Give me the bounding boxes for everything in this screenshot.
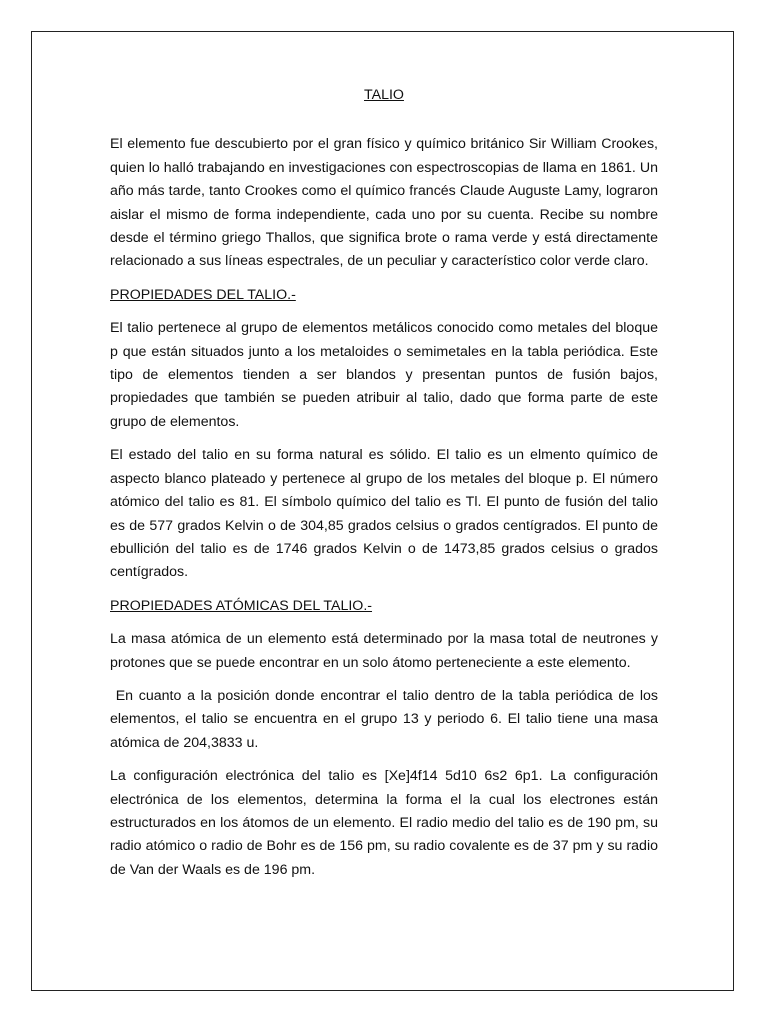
atomic-properties-heading: PROPIEDADES ATÓMICAS DEL TALIO.- — [110, 597, 373, 614]
atomic-paragraph-2: En cuanto a la posición donde encontrar el talio dentro de la tabla periódica de los elementos, el talio se encuentra en el grupo 13 y periodo 6. El talio tiene una masa atómica de 204,3833 u. — [110, 687, 662, 751]
properties-paragraph-2: El estado del talio en su forma natural es sólido. El talio es un elmento químico de aspecto blanco plateado y pertenece al grupo de los metales del bloque p. El número atómico del talio es 81. El símbolo químico del talio es Tl. El punto de fusión del talio es de 577 grados Kelvin o de 304,85 grados celsius o grados centígrados. El punto de ebullición del talio es de 1746 grados Kelvin o de 1473,85 grados celsius o grados centígrados. — [110, 447, 658, 581]
document-body — [110, 84, 662, 892]
properties-paragraph-1: El talio pertenece al grupo de elementos metálicos conocido como metales del bloque p que están situados junto a los metaloides o semimetales en la tabla periódica. Este tipo de elementos tienden a ser blandos y presentan puntos de fusión bajos, propiedades que también se pueden atribuir al talio, dado que forma parte de este grupo de elementos. — [110, 320, 658, 430]
atomic-paragraph-3: La configuración electrónica del talio es [Xe]4f14 5d10 6s2 6p1. La configuración electrónica de los elementos, determina la forma el la cual los electrones están estructurados en los átomos de un elemento. El radio medio del talio es de 190 pm, su radio atómico o radio de Bohr es de 156 pm, su radio covalente es de 37 pm y su radio de Van der Waals es de 196 pm. — [110, 768, 658, 878]
document-title: TALIO — [364, 87, 404, 103]
intro-paragraph: El elemento fue descubierto por el gran físico y químico británico Sir William Crookes, quien lo halló trabajando en investigaciones con espectroscopias de llama en 1861. Un año más tarde, tanto Crookes como el químico francés Claude Auguste Lamy, lograron aislar el mismo de forma independiente, cada uno por su cuenta. Recibe su nombre desde el término griego Thallos, que significa brote o rama verde y está directamente relacionado a sus líneas espectrales, de un peculiar y característico color verde claro. — [110, 136, 658, 270]
atomic-paragraph-1: La masa atómica de un elemento está determinado por la masa total de neutrones y protones que se puede encontrar en un solo átomo perteneciente a este elemento. — [110, 631, 658, 671]
properties-heading: PROPIEDADES DEL TALIO.- — [110, 286, 296, 303]
